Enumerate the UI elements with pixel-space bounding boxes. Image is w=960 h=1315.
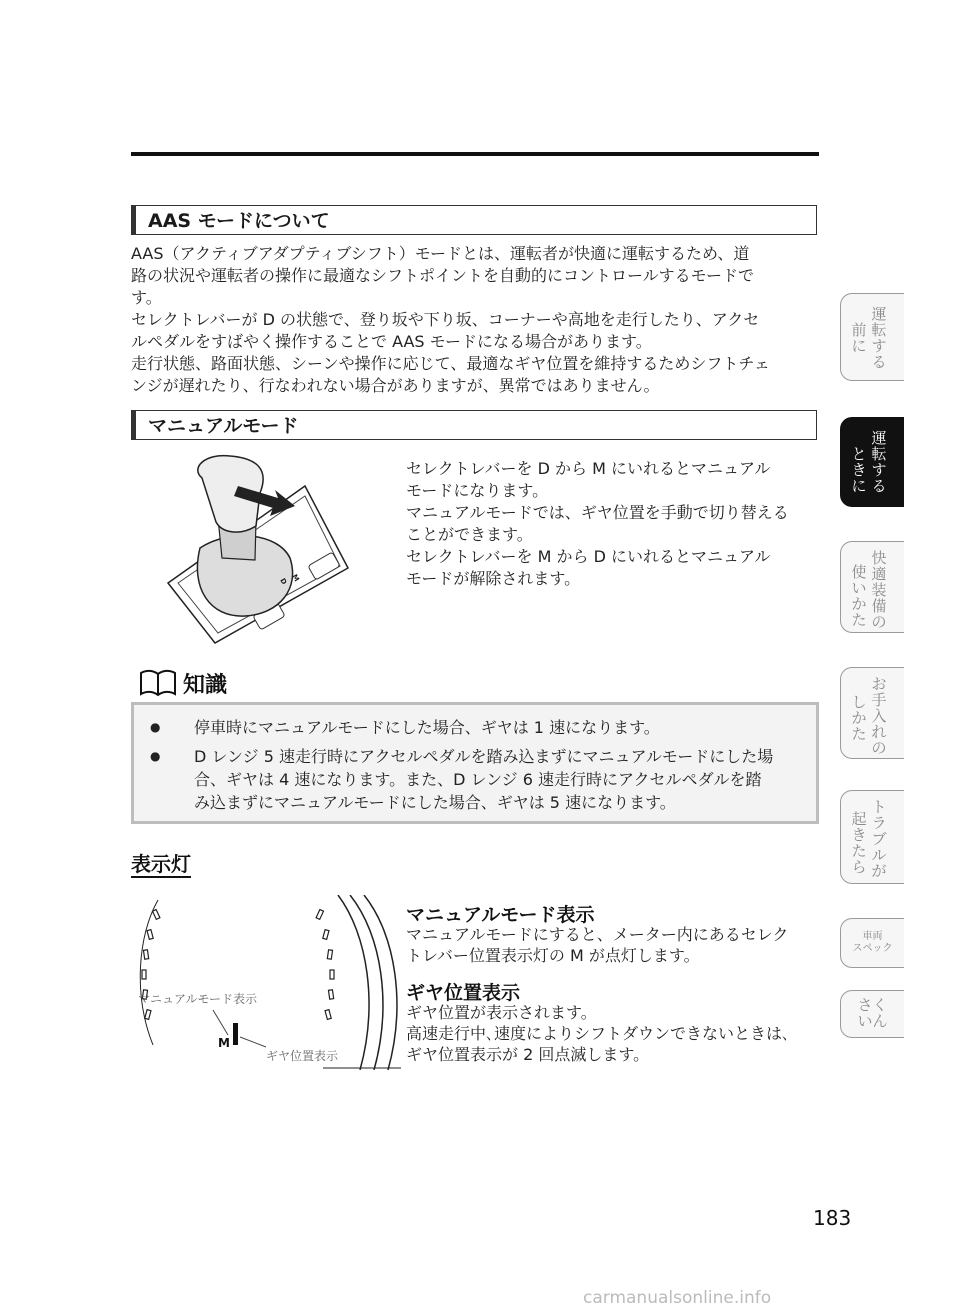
tab-label: 運転する xyxy=(871,305,887,371)
tab-troubleshooting[interactable] xyxy=(840,790,904,884)
gate-label-m: M xyxy=(290,573,301,584)
knowledge-title: 知識 xyxy=(183,673,228,698)
tab-index[interactable] xyxy=(840,990,904,1038)
indicator-heading: 表示灯 xyxy=(131,852,191,876)
m-indicator-letter: M xyxy=(218,1036,230,1050)
gate-label-d: D xyxy=(278,577,289,587)
manual-section-heading: マニュアルモード xyxy=(131,410,817,440)
tab-label: スペック xyxy=(852,943,893,954)
shift-lever-illustration xyxy=(160,448,360,648)
tab-label: ときに xyxy=(851,445,867,495)
manual-line: ことができます。 xyxy=(406,525,533,544)
gear-display-body xyxy=(406,1002,821,1065)
book-icon xyxy=(138,668,178,698)
aas-line: ルペダルをすばやく操作することで AAS モードになる場合があります。 xyxy=(131,332,652,351)
bullet-text: み込まずにマニュアルモードにした場合、ギヤは 5 速になります。 xyxy=(194,793,676,812)
tab-label: トラブルが xyxy=(871,798,887,880)
gear-display-title: ギヤ位置表示 xyxy=(406,982,521,1004)
bullet-dot: ● xyxy=(150,749,161,763)
knowledge-bullet xyxy=(150,745,810,817)
gear-display-line: ギヤ位置が表示されます。 xyxy=(406,1003,597,1022)
gear-display-line: ギヤ位置表示が 2 回点滅します。 xyxy=(406,1045,650,1064)
manual-line: セレクトレバーを M から D にいれるとマニュアル xyxy=(406,547,771,566)
tab-label: 車両 xyxy=(862,931,883,942)
tab-before-driving[interactable] xyxy=(840,293,904,381)
aas-line: セレクトレバーが D の状態で、登り坂や下り坂、コーナーや高地を走行したり、アクセ xyxy=(131,310,760,329)
meter-illustration xyxy=(128,895,403,1070)
aas-line: す。 xyxy=(131,288,162,307)
bullet-dot: ● xyxy=(150,720,161,734)
aas-line: 走行状態、路面状態、シーンや操作に応じて、最適なギヤ位置を維持するためシフトチェ xyxy=(131,354,770,373)
tab-when-driving[interactable] xyxy=(840,417,904,507)
tab-maintenance[interactable] xyxy=(840,667,904,759)
manual-display-title: マニュアルモード表示 xyxy=(406,904,595,926)
tab-label: 使いかた xyxy=(851,563,867,629)
tab-label: さく xyxy=(857,996,888,1014)
gear-display-line: 高速走行中､速度によりシフトダウンできないときは､ xyxy=(406,1024,791,1043)
manual-line: モードになります。 xyxy=(406,481,549,500)
watermark: carmanualsonline.info xyxy=(583,1288,772,1308)
knowledge-bullet xyxy=(150,716,810,740)
tab-comfort-features[interactable] xyxy=(840,541,904,633)
manual-line: モードが解除されます。 xyxy=(406,569,581,588)
aas-body xyxy=(131,243,821,397)
tab-label: 前に xyxy=(851,321,867,355)
aas-line: AAS（アクティブアダプティブシフト）モードとは、運転者が快適に運転するため、道 xyxy=(131,244,750,263)
aas-section-heading: AAS モードについて xyxy=(131,205,817,235)
page-number: 183 xyxy=(813,1206,852,1230)
figure-label-manual: マニュアルモード表示 xyxy=(138,992,258,1006)
tab-specifications[interactable] xyxy=(840,918,904,968)
bullet-text: D レンジ 5 速走行時にアクセルペダルを踏み込まずにマニュアルモードにした場 xyxy=(194,747,774,766)
aas-line: ンジが遅れたり、行なわれない場合がありますが、異常ではありません。 xyxy=(131,376,660,395)
manual-display-line: マニュアルモードにすると、メーター内にあるセレク xyxy=(406,925,789,944)
manual-line: セレクトレバーを D から M にいれるとマニュアル xyxy=(406,459,771,478)
tab-label: いん xyxy=(857,1012,888,1030)
manual-display-body xyxy=(406,924,821,966)
figure-label-gear: ギヤ位置表示 xyxy=(266,1049,339,1063)
aas-line: 路の状況や運転者の操作に最適なシフトポイントを自動的にコントロールするモードで xyxy=(131,266,755,285)
tab-label: しかた xyxy=(851,693,867,743)
manual-line: マニュアルモードでは、ギヤ位置を手動で切り替える xyxy=(406,503,789,522)
bullet-text: 停車時にマニュアルモードにした場合、ギヤは 1 速になります。 xyxy=(194,718,660,737)
tab-label: お手入れの xyxy=(871,675,887,757)
header-rule xyxy=(131,152,819,156)
manual-body xyxy=(406,458,821,590)
tab-label: 快適装備の xyxy=(871,549,887,631)
tab-label: 起きたら xyxy=(851,810,867,876)
bullet-text: 合、ギヤは 4 速になります。また、D レンジ 6 速走行時にアクセルペダルを踏 xyxy=(194,770,762,789)
tab-label: 運転する xyxy=(871,429,887,495)
manual-display-line: トレバー位置表示灯の M が点灯します。 xyxy=(406,946,700,965)
